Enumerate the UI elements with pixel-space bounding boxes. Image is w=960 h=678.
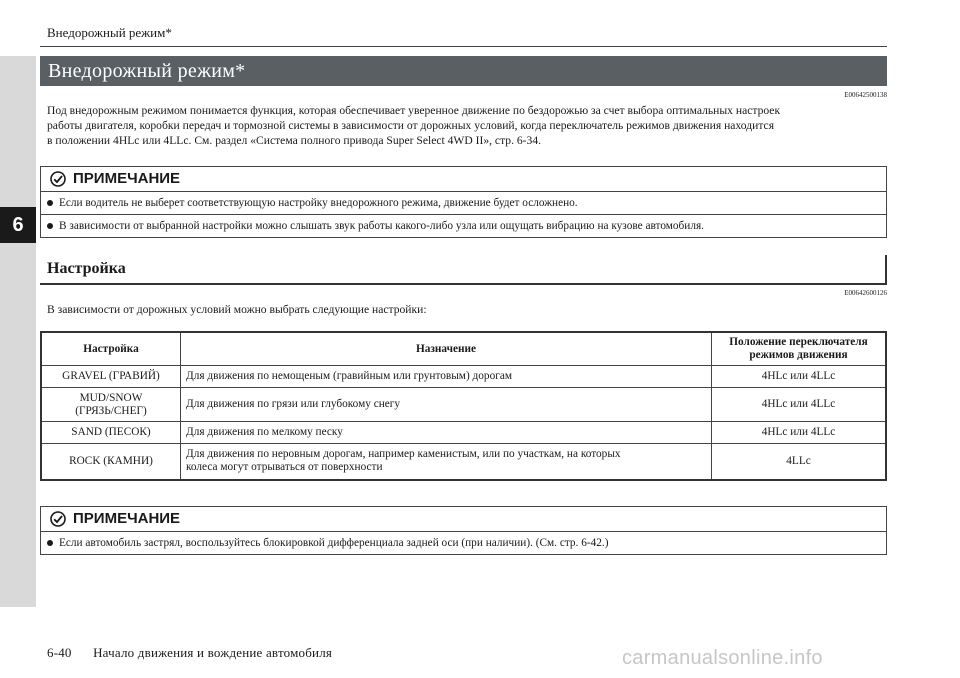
note-box	[40, 506, 887, 555]
note-item-text: Если автомобиль застрял, воспользуйтесь блокировкой дифференциала задней оси (при наличии). (См. стр. 6-42.)	[59, 537, 609, 549]
intro-line: работы двигателя, коробки передач и тормозной системы в зависимости от дорожных условий, когда переключатель режимов движения находится	[47, 119, 775, 132]
table-row	[41, 422, 886, 444]
chapter-name: Начало движения и вождение автомобиля	[93, 645, 333, 660]
header-line: режимов движения	[749, 349, 848, 361]
watermark: carmanualsonline.info	[622, 647, 823, 669]
subsection-code: E00642600126	[844, 289, 887, 297]
cell-position: 4HLc или 4LLc	[712, 388, 887, 422]
cell-line: (ГРЯЗЬ/СНЕГ)	[75, 404, 147, 417]
intro-line: в положении 4HLc или 4LLc. См. раздел «Система полного привода Super Select 4WD II», стр. 6-34.	[47, 134, 542, 147]
subsection-text: В зависимости от дорожных условий можно выбрать следующие настройки:	[47, 303, 427, 316]
note-item-text: Если водитель не выберет соответствующую настройку внедорожного режима, движение будет осложнено.	[59, 197, 578, 209]
intro-paragraph	[47, 103, 887, 148]
header-line: Положение переключателя	[729, 336, 868, 348]
cell-position: 4HLc или 4LLc	[712, 366, 887, 388]
running-head: Внедорожный режим*	[47, 25, 172, 40]
note-item-text: В зависимости от выбранной настройки можно слышать звук работы какого-либо узла или ощущать вибрацию на кузове автомобиля.	[59, 220, 704, 232]
header-switch-position	[712, 332, 887, 366]
cell-purpose: Для движения по немощеным (гравийным или грунтовым) дорогам	[181, 366, 712, 388]
page-number: 6-40	[47, 645, 72, 660]
cell-purpose: Для движения по мелкому песку	[181, 422, 712, 444]
table-header-row	[41, 332, 886, 366]
table-row	[41, 444, 886, 480]
cell-setting: GRAVEL (ГРАВИЙ)	[41, 366, 181, 388]
cell-setting: ROCK (КАМНИ)	[41, 444, 181, 480]
header-setting: Настройка	[41, 332, 181, 366]
chapter-tab: 6	[0, 207, 36, 243]
drive-modes-table	[40, 331, 887, 481]
note-header	[41, 507, 886, 532]
note-item	[41, 192, 886, 214]
cell-purpose: Для движения по грязи или глубокому снегу	[181, 388, 712, 422]
cell-line: колеса могут отрываться от поверхности	[186, 461, 383, 474]
header-divider	[40, 46, 887, 47]
note-title: ПРИМЕЧАНИЕ	[73, 170, 181, 187]
note-box	[40, 166, 887, 238]
subsection-heading	[40, 255, 887, 285]
note-title: ПРИМЕЧАНИЕ	[73, 510, 181, 527]
note-item	[41, 214, 886, 237]
check-note-icon	[50, 511, 66, 527]
subsection-title: Настройка	[47, 260, 126, 277]
header-purpose: Назначение	[181, 332, 712, 366]
chapter-side-strip	[0, 56, 36, 607]
note-item	[41, 532, 886, 554]
intro-line: Под внедорожным режимом понимается функция, которая обеспечивает уверенное движение по бездорожью за счет выбора оптимальных настроек	[47, 104, 781, 117]
cell-position: 4HLc или 4LLc	[712, 422, 887, 444]
section-title: Внедорожный режим*	[40, 56, 887, 86]
check-note-icon	[50, 171, 66, 187]
cell-purpose	[181, 444, 712, 480]
cell-setting	[41, 388, 181, 422]
cell-setting: SAND (ПЕСОК)	[41, 422, 181, 444]
bullet-icon	[47, 200, 53, 206]
cell-position: 4LLc	[712, 444, 887, 480]
cell-line: MUD/SNOW	[79, 391, 143, 404]
section-code: E00642500138	[844, 91, 887, 99]
bullet-icon	[47, 540, 53, 546]
cell-line: Для движения по неровным дорогам, например каменистым, или по участкам, на которых	[186, 448, 621, 461]
page-footer	[47, 645, 332, 661]
bullet-icon	[47, 223, 53, 229]
table-row	[41, 366, 886, 388]
table-row	[41, 388, 886, 422]
note-header	[41, 167, 886, 192]
